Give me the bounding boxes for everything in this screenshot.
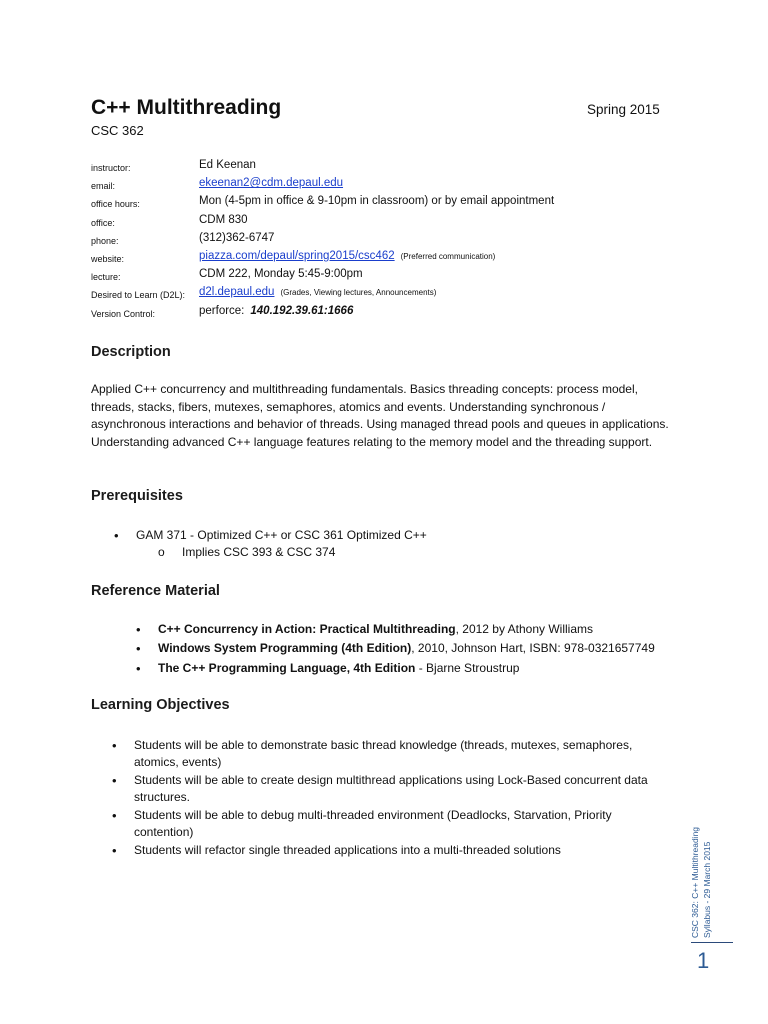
info-label: website: (91, 253, 125, 264)
book-title: Windows System Programming (4th Edition) (158, 641, 412, 655)
info-label: office: (91, 217, 115, 228)
info-row-office-hours (91, 195, 691, 213)
info-label: office hours: (91, 199, 140, 210)
book-details: , 2010, Johnson Hart, ISBN: 978-0321657749 (411, 641, 655, 655)
sidebar-text (689, 827, 713, 938)
info-row-lecture (91, 268, 691, 286)
reference-heading: Reference Material (91, 583, 220, 599)
info-value: CDM 830 (199, 213, 248, 226)
page-number: 1 (697, 948, 710, 973)
course-title: C++ Multithreading (91, 96, 282, 119)
list-item: • Students will be able to demonstrate basic thread knowledge (threads, mutexes, semaphores, atomics, events) (108, 737, 668, 771)
info-label: lecture: (91, 272, 121, 283)
info-row-phone (91, 232, 691, 250)
info-label: Version Control: (91, 308, 156, 319)
info-row-office (91, 214, 691, 232)
d2l-note: (Grades, Viewing lectures, Announcements) (280, 288, 437, 298)
book-title: The C++ Programming Language, 4th Edition (158, 661, 416, 675)
book-details: - Bjarne Stroustrup (415, 661, 520, 675)
list-item: • Students will be able to create design multithread applications using Lock-Based concurrent data structures. (108, 772, 668, 806)
objectives-heading: Learning Objectives (91, 697, 230, 713)
footer-sidebar (691, 800, 733, 943)
list-item: • GAM 371 - Optimized C++ or CSC 361 Optimized C++ (110, 527, 427, 544)
sub-bullet: o (158, 545, 165, 559)
prerequisites-list (110, 527, 427, 544)
prerequisite-sub-item (158, 545, 335, 559)
d2l-link[interactable]: d2l.depaul.edu (199, 286, 275, 299)
description-heading: Description (91, 344, 171, 360)
email-link[interactable]: ekeenan2@cdm.depaul.edu (199, 177, 344, 190)
info-label: Desired to Learn (D2L): (91, 290, 186, 301)
sub-item-text: Implies CSC 393 & CSC 374 (182, 545, 336, 559)
prerequisites-heading: Prerequisites (91, 488, 183, 504)
list-item (132, 640, 655, 657)
info-value: Ed Keenan (199, 159, 256, 171)
sidebar-course-line: CSC 362: C++ Multithreading (690, 826, 700, 938)
info-row-instructor (91, 159, 691, 177)
info-label: phone: (91, 235, 119, 246)
list-item: • Students will be able to debug multi-threaded environment (Deadlocks, Starvation, Priority contention) (108, 807, 668, 841)
info-value: perforce: (199, 304, 245, 317)
info-label: instructor: (91, 163, 131, 173)
reference-list (132, 621, 655, 677)
info-value: (312)362-6747 (199, 231, 275, 244)
info-row-version-control (91, 305, 691, 323)
course-info (91, 159, 691, 323)
list-item (132, 660, 655, 677)
course-code: CSC 362 (91, 123, 144, 138)
list-item: • Students will refactor single threaded applications into a multi-threaded solutions (108, 842, 668, 859)
info-row-website (91, 250, 691, 268)
book-details: , 2012 by Athony Williams (455, 622, 594, 636)
info-value: Mon (4-5pm in office & 9-10pm in classroom) or by email appointment (199, 195, 555, 208)
info-row-d2l (91, 286, 691, 304)
perforce-address: 140.192.39.61:1666 (250, 304, 354, 317)
info-value: CDM 222, Monday 5:45-9:00pm (199, 268, 363, 281)
list-item (132, 621, 655, 638)
website-link[interactable]: piazza.com/depaul/spring2015/csc462 (199, 249, 395, 262)
website-note: (Preferred communication) (400, 251, 496, 261)
course-term: Spring 2015 (587, 102, 660, 117)
info-row-email (91, 177, 691, 195)
sidebar-date-line: Syllabus - 29 March 2015 (702, 841, 712, 938)
description-text: Applied C++ concurrency and multithreading fundamentals. Basics threading concepts: process model, threads, stacks, fibers, mutexes, semaphores, atomics and events. Understanding synchronous / asynchronous interactions and behavior of threads. Using managed thread pools and queues in applications. Understanding advanced C++ language features relating to the memory model and the threading support. (91, 382, 669, 449)
book-title: C++ Concurrency in Action: Practical Multithreading (158, 622, 456, 636)
objectives-list (108, 737, 668, 859)
info-label: email: (91, 181, 116, 192)
